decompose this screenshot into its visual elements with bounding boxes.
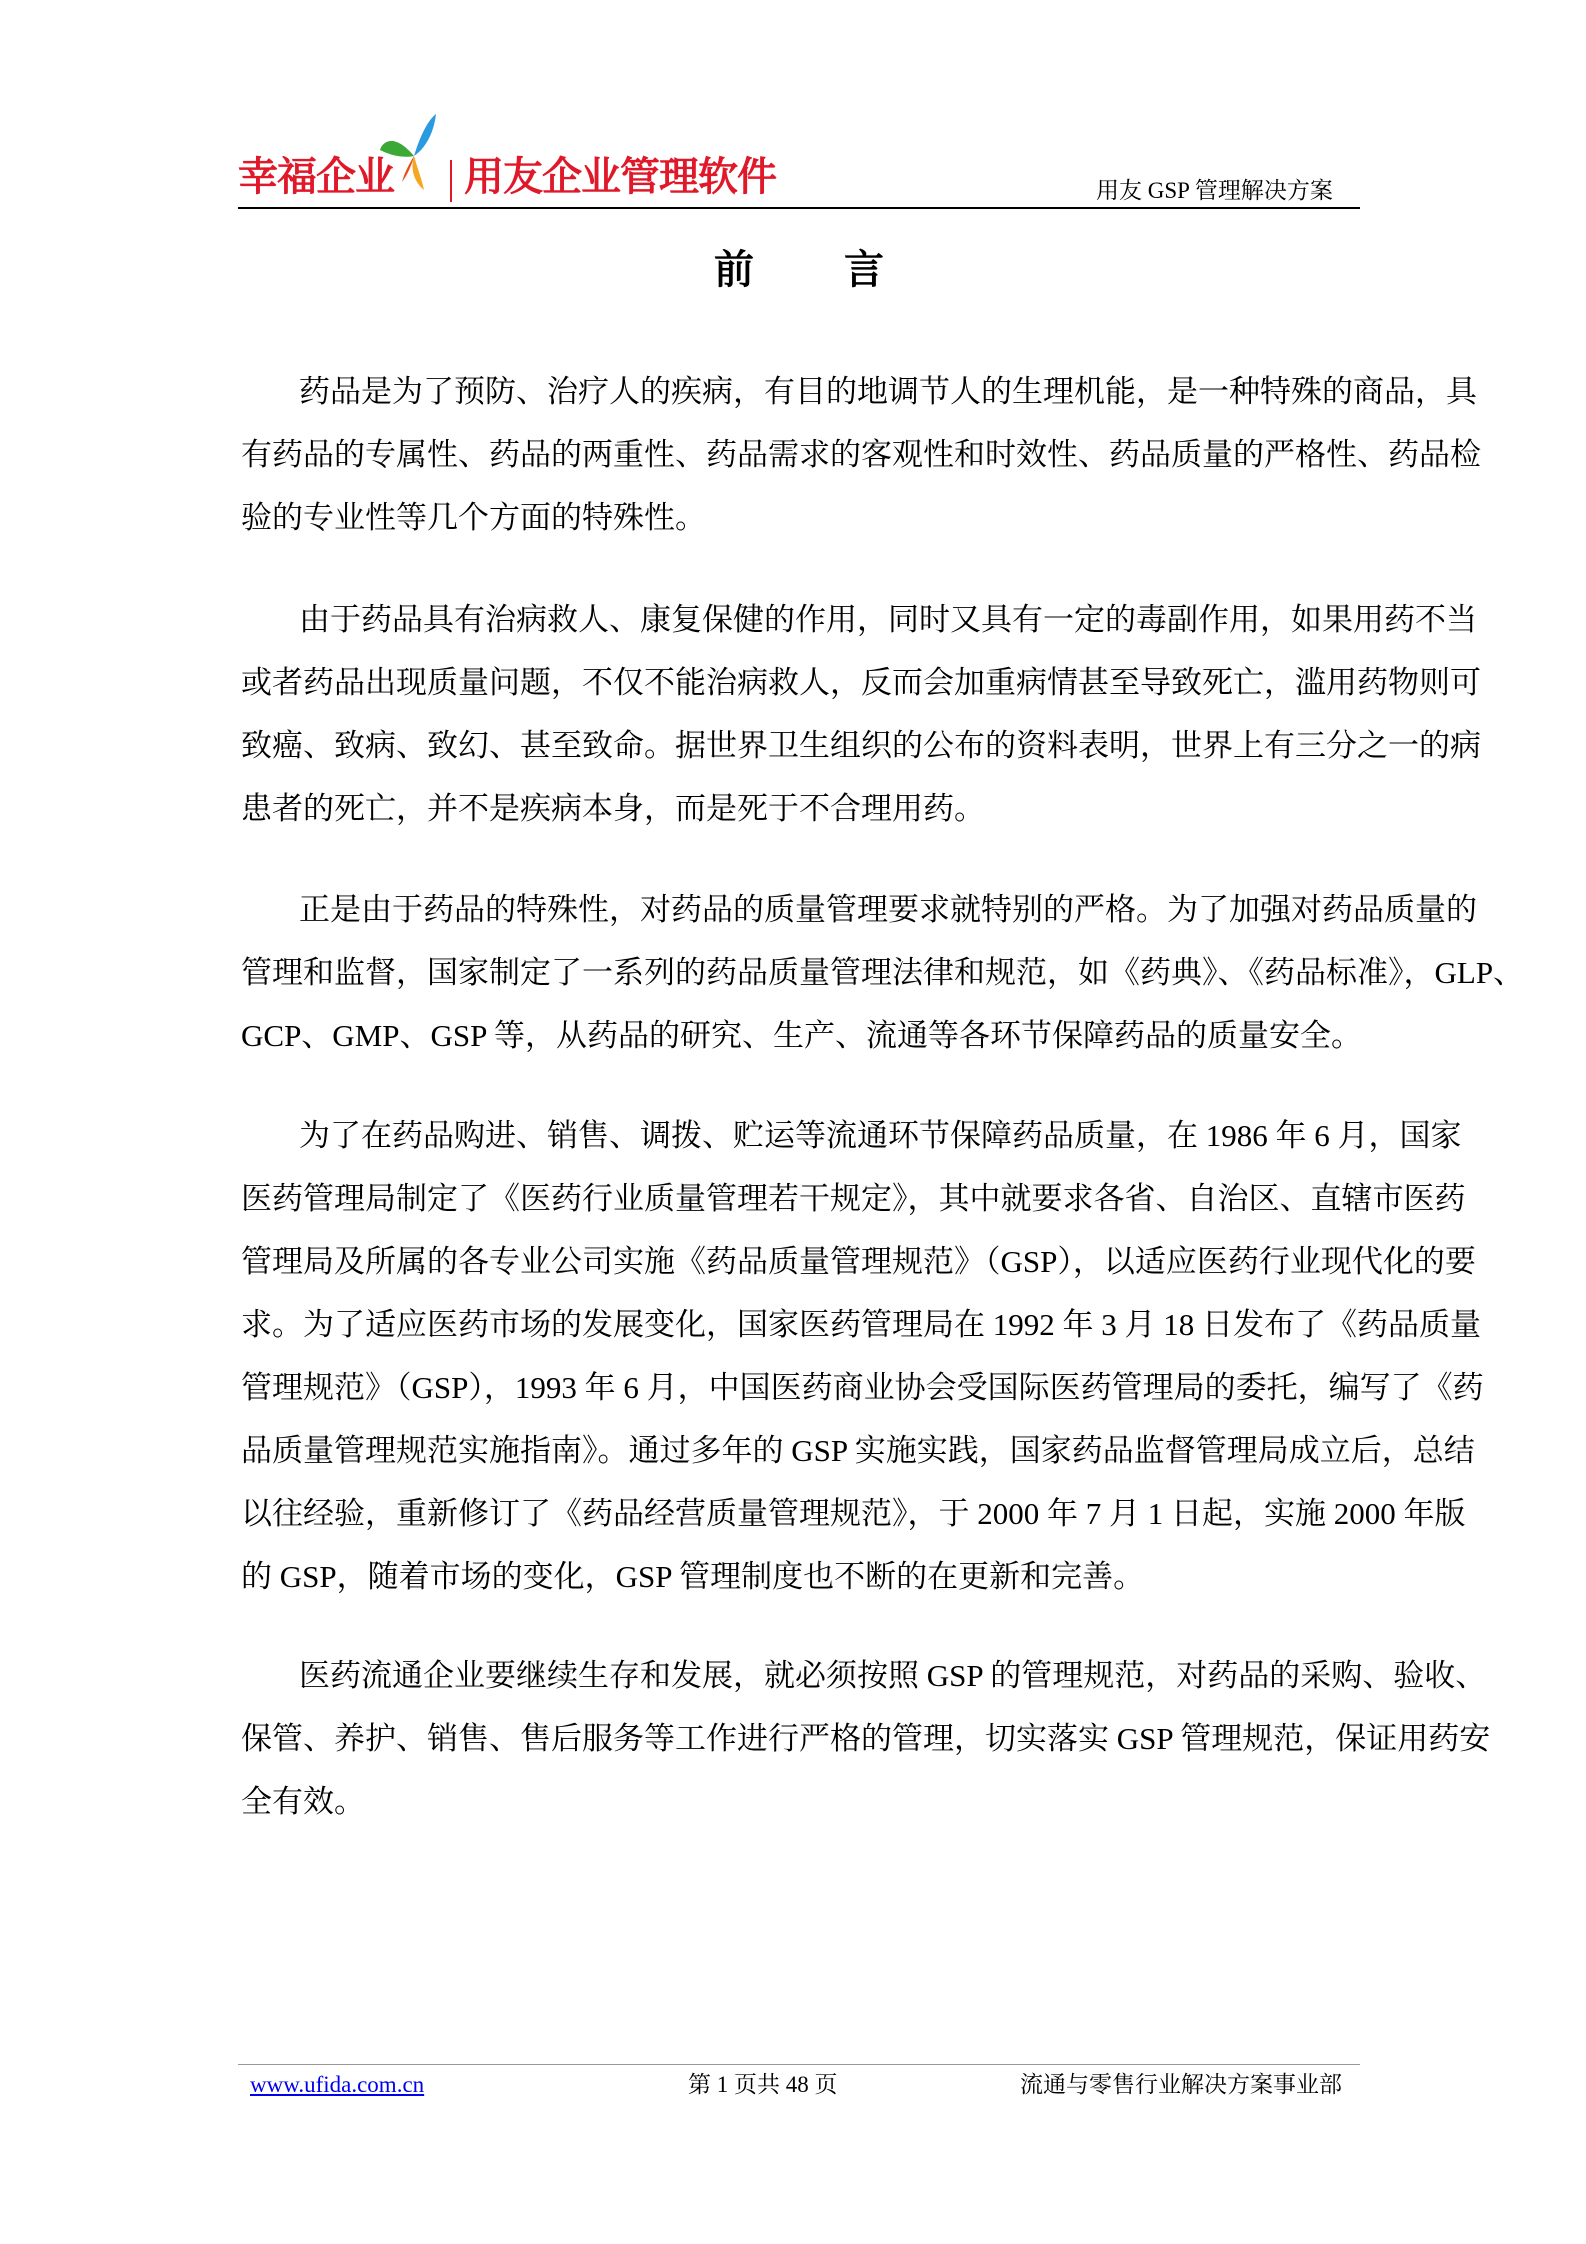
text-line: 管理局及所属的各专业公司实施《药品质量管理规范》（GSP），以适应医药行业现代化的要: [241, 1244, 1476, 1279]
website-link[interactable]: www.ufida.com.cn: [250, 2072, 425, 2097]
text-line: 为了在药品购进、销售、调拨、贮运等流通环节保障药品质量，在 1986 年 6 月，国家: [299, 1118, 1462, 1153]
paragraph-1: [241, 360, 1481, 549]
text-line: 全有效。: [241, 1784, 365, 1819]
text-line: 保管、养护、销售、售后服务等工作进行严格的管理，切实落实 GSP 管理规范，保证用药安: [241, 1721, 1491, 1756]
text-line: 的 GSP，随着市场的变化，GSP 管理制度也不断的在更新和完善。: [241, 1559, 1145, 1594]
text-line: 管理和监督，国家制定了一系列的药品质量管理法律和规范，如《药典》、《药品标准》，GLP、: [241, 955, 1525, 990]
text-line: 有药品的专属性、药品的两重性、药品需求的客观性和时效性、药品质量的严格性、药品检: [241, 437, 1481, 472]
text-line: 以往经验，重新修订了《药品经营质量管理规范》，于 2000 年 7 月 1 日起，实施 2000 年版: [241, 1496, 1466, 1531]
page-title-char-2: 言: [844, 247, 884, 293]
header-doc-title: 用友 GSP 管理解决方案: [1096, 178, 1333, 203]
paragraph-4: [241, 1104, 1484, 1608]
text-line: 或者药品出现质量问题，不仅不能治病救人，反而会加重病情甚至导致死亡，滥用药物则可: [241, 665, 1481, 700]
text-line: 管理规范》（GSP），1993 年 6 月，中国医药商业协会受国际医药管理局的委托，编写了《药: [241, 1370, 1484, 1405]
footer-divider: [238, 2064, 1360, 2065]
text-line: 医药流通企业要继续生存和发展，就必须按照 GSP 的管理规范，对药品的采购、验收、: [299, 1658, 1487, 1693]
logo-separator: [450, 160, 452, 202]
paragraph-2: [241, 588, 1481, 840]
text-line: 品质量管理规范实施指南》。通过多年的 GSP 实施实践，国家药品监督管理局成立后，总结: [241, 1433, 1475, 1468]
text-line: 正是由于药品的特殊性，对药品的质量管理要求就特别的严格。为了加强对药品质量的: [299, 892, 1477, 927]
text-line: 由于药品具有治病救人、康复保健的作用，同时又具有一定的毒副作用，如果用药不当: [299, 602, 1477, 637]
paragraph-5: [241, 1644, 1491, 1833]
text-line: GCP、GMP、GSP 等，从药品的研究、生产、流通等各环节保障药品的质量安全。: [241, 1018, 1362, 1053]
header-divider: [238, 207, 1360, 209]
page-title-char-1: 前: [714, 247, 754, 293]
text-line: 药品是为了预防、治疗人的疾病，有目的地调节人的生理机能，是一种特殊的商品，具: [299, 374, 1477, 409]
company-logo: [236, 112, 826, 207]
text-line: 致癌、致病、致幻、甚至致命。据世界卫生组织的公布的资料表明，世界上有三分之一的病: [241, 728, 1481, 763]
text-line: 医药管理局制定了《医药行业质量管理若干规定》，其中就要求各省、自治区、直辖市医药: [241, 1181, 1466, 1216]
text-line: 患者的死亡，并不是疾病本身，而是死于不合理用药。: [241, 791, 985, 826]
text-line: 求。为了适应医药市场的发展变化，国家医药管理局在 1992 年 3 月 18 日发布了《药品质量: [241, 1307, 1481, 1342]
footer-page-info: 第 1 页共 48 页: [688, 2072, 838, 2097]
logo-text-right: 用友企业管理软件: [464, 154, 776, 200]
footer-website: [250, 2070, 424, 2100]
text-line: 验的专业性等几个方面的特殊性。: [241, 500, 706, 535]
paragraph-3: [241, 878, 1525, 1067]
logo-text-left: 幸福企业: [238, 154, 394, 200]
footer-department: 流通与零售行业解决方案事业部: [1020, 2072, 1342, 2097]
